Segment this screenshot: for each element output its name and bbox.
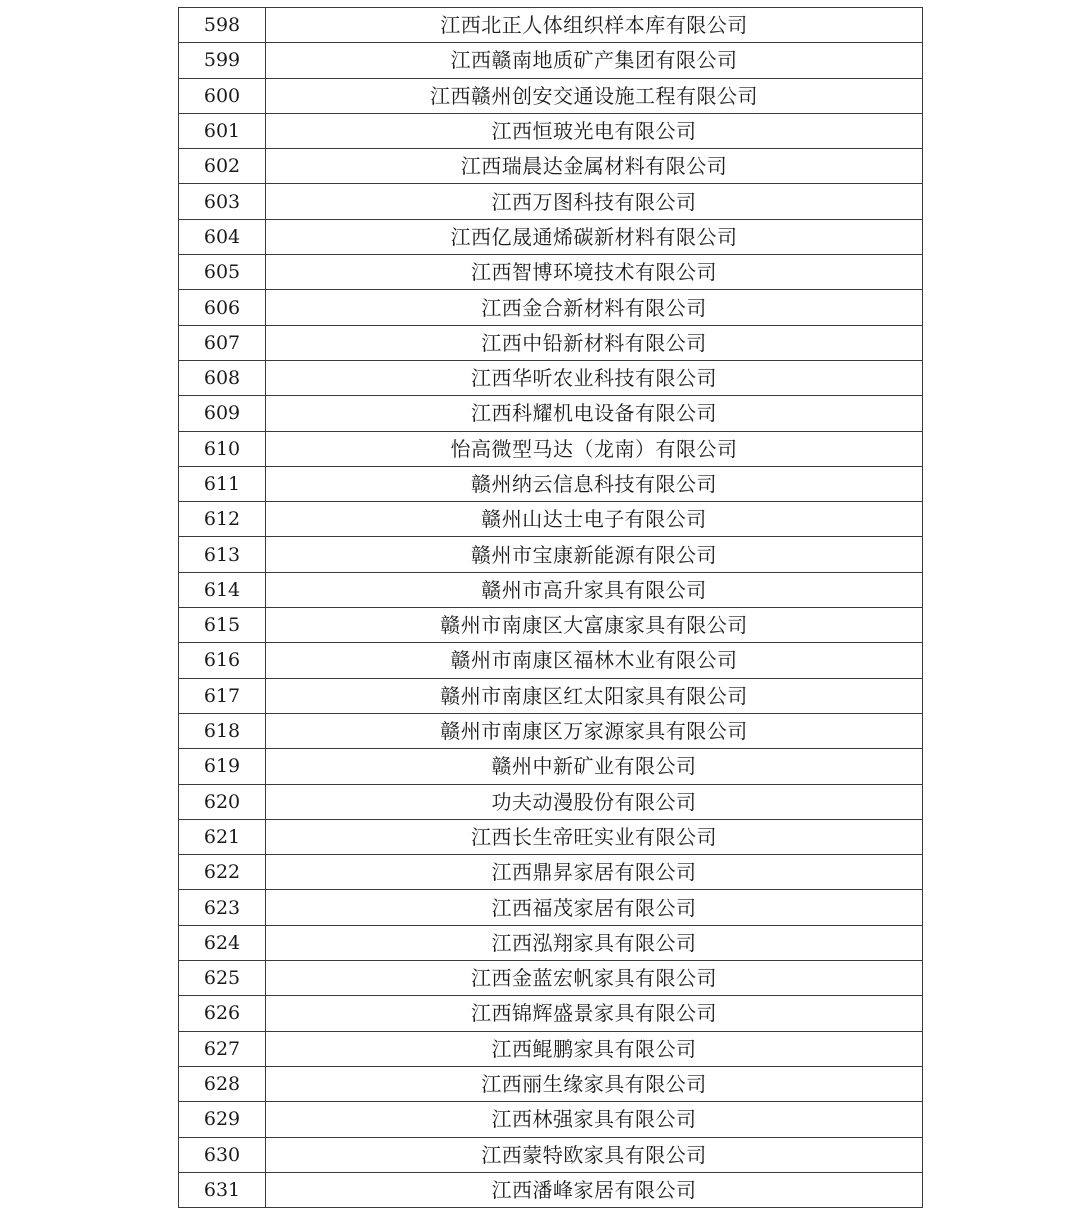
table-row — [179, 890, 923, 925]
table-body — [179, 8, 923, 1208]
table-row — [179, 255, 923, 290]
row-number-cell: 609 — [179, 396, 266, 431]
row-number-cell: 600 — [179, 78, 266, 113]
company-name-cell: 江西蒙特欧家具有限公司 — [266, 1137, 923, 1172]
row-number-cell: 607 — [179, 325, 266, 360]
row-number-cell: 630 — [179, 1137, 266, 1172]
table-row — [179, 608, 923, 643]
row-number-cell: 618 — [179, 713, 266, 748]
company-name-cell: 江西锦辉盛景家具有限公司 — [266, 996, 923, 1031]
row-number-cell: 612 — [179, 502, 266, 537]
company-name-cell: 江西赣南地质矿产集团有限公司 — [266, 43, 923, 78]
row-number-cell: 615 — [179, 608, 266, 643]
table-row — [179, 1102, 923, 1137]
row-number-cell: 626 — [179, 996, 266, 1031]
company-name-cell: 赣州山达士电子有限公司 — [266, 502, 923, 537]
table-row — [179, 466, 923, 501]
table-row — [179, 749, 923, 784]
row-number-cell: 628 — [179, 1066, 266, 1101]
company-name-cell: 江西赣州创安交通设施工程有限公司 — [266, 78, 923, 113]
table-row — [179, 360, 923, 395]
table-row — [179, 8, 923, 43]
company-name-cell: 怡高微型马达（龙南）有限公司 — [266, 431, 923, 466]
company-name-cell: 江西金合新材料有限公司 — [266, 290, 923, 325]
company-name-cell: 江西智博环境技术有限公司 — [266, 255, 923, 290]
row-number-cell: 606 — [179, 290, 266, 325]
company-table — [178, 7, 923, 1208]
table-row — [179, 219, 923, 254]
company-name-cell: 江西丽生缘家具有限公司 — [266, 1066, 923, 1101]
row-number-cell: 622 — [179, 855, 266, 890]
table-row — [179, 325, 923, 360]
row-number-cell: 602 — [179, 149, 266, 184]
company-name-cell: 江西林强家具有限公司 — [266, 1102, 923, 1137]
row-number-cell: 614 — [179, 572, 266, 607]
company-name-cell: 江西科耀机电设备有限公司 — [266, 396, 923, 431]
company-name-cell: 功夫动漫股份有限公司 — [266, 784, 923, 819]
table-row — [179, 1066, 923, 1101]
company-name-cell: 江西鼎昇家居有限公司 — [266, 855, 923, 890]
row-number-cell: 625 — [179, 961, 266, 996]
table-row — [179, 1137, 923, 1172]
row-number-cell: 627 — [179, 1031, 266, 1066]
row-number-cell: 611 — [179, 466, 266, 501]
row-number-cell: 605 — [179, 255, 266, 290]
table-row — [179, 43, 923, 78]
table-row — [179, 784, 923, 819]
table-row — [179, 855, 923, 890]
company-name-cell: 江西瑞晨达金属材料有限公司 — [266, 149, 923, 184]
table-row — [179, 537, 923, 572]
row-number-cell: 620 — [179, 784, 266, 819]
row-number-cell: 631 — [179, 1172, 266, 1207]
row-number-cell: 604 — [179, 219, 266, 254]
company-name-cell: 赣州中新矿业有限公司 — [266, 749, 923, 784]
table-row — [179, 678, 923, 713]
row-number-cell: 601 — [179, 113, 266, 148]
company-name-cell: 江西潘峰家居有限公司 — [266, 1172, 923, 1207]
company-name-cell: 赣州纳云信息科技有限公司 — [266, 466, 923, 501]
table-row — [179, 1172, 923, 1207]
table-row — [179, 184, 923, 219]
company-name-cell: 江西万图科技有限公司 — [266, 184, 923, 219]
company-list-table — [178, 7, 923, 1208]
row-number-cell: 608 — [179, 360, 266, 395]
row-number-cell: 603 — [179, 184, 266, 219]
company-name-cell: 江西中铅新材料有限公司 — [266, 325, 923, 360]
row-number-cell: 623 — [179, 890, 266, 925]
table-row — [179, 396, 923, 431]
row-number-cell: 598 — [179, 8, 266, 43]
row-number-cell: 629 — [179, 1102, 266, 1137]
table-row — [179, 78, 923, 113]
row-number-cell: 617 — [179, 678, 266, 713]
table-row — [179, 113, 923, 148]
company-name-cell: 赣州市南康区福林木业有限公司 — [266, 643, 923, 678]
table-row — [179, 643, 923, 678]
company-name-cell: 江西北正人体组织样本库有限公司 — [266, 8, 923, 43]
company-name-cell: 赣州市南康区万家源家具有限公司 — [266, 713, 923, 748]
row-number-cell: 610 — [179, 431, 266, 466]
company-name-cell: 江西泓翔家具有限公司 — [266, 925, 923, 960]
company-name-cell: 江西福茂家居有限公司 — [266, 890, 923, 925]
table-row — [179, 925, 923, 960]
table-row — [179, 502, 923, 537]
row-number-cell: 624 — [179, 925, 266, 960]
row-number-cell: 599 — [179, 43, 266, 78]
table-row — [179, 819, 923, 854]
company-name-cell: 江西恒玻光电有限公司 — [266, 113, 923, 148]
table-row — [179, 149, 923, 184]
company-name-cell: 江西亿晟通烯碳新材料有限公司 — [266, 219, 923, 254]
company-name-cell: 赣州市高升家具有限公司 — [266, 572, 923, 607]
row-number-cell: 621 — [179, 819, 266, 854]
company-name-cell: 赣州市宝康新能源有限公司 — [266, 537, 923, 572]
row-number-cell: 616 — [179, 643, 266, 678]
table-row — [179, 996, 923, 1031]
company-name-cell: 赣州市南康区大富康家具有限公司 — [266, 608, 923, 643]
row-number-cell: 619 — [179, 749, 266, 784]
table-row — [179, 961, 923, 996]
table-row — [179, 290, 923, 325]
company-name-cell: 江西鲲鹏家具有限公司 — [266, 1031, 923, 1066]
table-row — [179, 572, 923, 607]
company-name-cell: 江西金蓝宏帆家具有限公司 — [266, 961, 923, 996]
table-row — [179, 431, 923, 466]
company-name-cell: 江西华听农业科技有限公司 — [266, 360, 923, 395]
table-row — [179, 713, 923, 748]
company-name-cell: 江西长生帝旺实业有限公司 — [266, 819, 923, 854]
row-number-cell: 613 — [179, 537, 266, 572]
company-name-cell: 赣州市南康区红太阳家具有限公司 — [266, 678, 923, 713]
table-row — [179, 1031, 923, 1066]
